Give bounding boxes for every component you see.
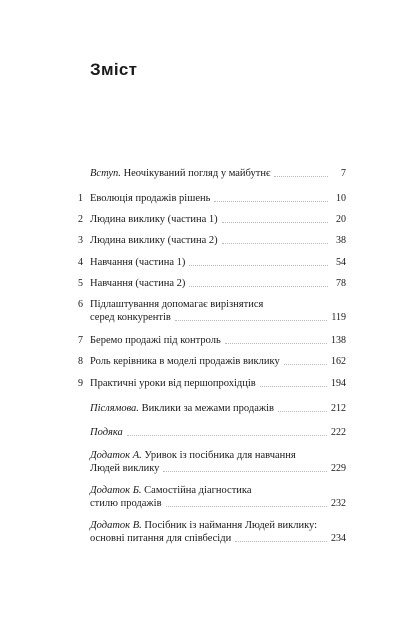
toc-entry-title: Навчання (частина 2) <box>90 278 186 289</box>
toc-entry-page: 222 <box>331 427 346 438</box>
toc-entry-title: Роль керівника в моделі продажів виклику <box>90 356 280 367</box>
dot-leader <box>235 541 327 542</box>
dot-leader <box>222 243 328 244</box>
dot-leader <box>127 435 327 436</box>
toc-entry-page: 212 <box>331 403 346 414</box>
toc-entry-title: Беремо продажі під контроль <box>90 335 221 346</box>
dot-leader <box>274 176 328 177</box>
toc-entry-page: 54 <box>336 257 346 268</box>
dot-leader <box>284 364 327 365</box>
toc-entry-title: Навчання (частина 1) <box>90 257 186 268</box>
toc-entry-lead: Додаток А. <box>90 450 142 461</box>
toc-entry-page: 78 <box>336 278 346 289</box>
toc-entry-number: 7 <box>78 335 83 346</box>
toc-entry-page: 234 <box>331 533 346 544</box>
toc-entry-number: 9 <box>78 378 83 389</box>
toc-entry-number: 3 <box>78 235 83 246</box>
page-title: Зміст <box>90 60 138 79</box>
dot-leader <box>166 506 327 507</box>
dot-leader <box>175 320 328 321</box>
toc-entry-title: Еволюція продажів рішень <box>90 193 211 204</box>
toc-entry-title: Виклики за межами продажів <box>138 403 274 414</box>
toc-entry-page: 119 <box>331 312 346 323</box>
toc-entry-title: Самостійна діагностика <box>141 485 252 496</box>
toc-entry-page: 7 <box>341 168 346 179</box>
toc-entry-title: Уривок із посібника для навчання <box>141 450 296 461</box>
toc-entry-number: 8 <box>78 356 83 367</box>
toc-entry-title: Людина виклику (частина 1) <box>90 214 218 225</box>
toc-entry-page: 194 <box>331 378 346 389</box>
toc-entry-title-cont: серед конкурентів <box>90 312 171 323</box>
toc-entry-page: 38 <box>336 235 346 246</box>
dot-leader <box>225 343 327 344</box>
dot-leader <box>189 286 328 287</box>
dot-leader <box>278 411 327 412</box>
toc-entry-page: 20 <box>336 214 346 225</box>
toc-entry-page: 138 <box>331 335 346 346</box>
toc-entry-lead: Додаток Б. <box>90 485 142 496</box>
toc-entry-page: 229 <box>331 463 346 474</box>
dot-leader <box>214 201 328 202</box>
toc-entry-lead: Подяка <box>90 427 123 438</box>
toc-entry-page: 10 <box>336 193 346 204</box>
toc-entry-lead: Вступ. <box>90 168 121 179</box>
toc-entry-number: 2 <box>78 214 83 225</box>
toc-entry-number: 6 <box>78 299 83 310</box>
toc-entry-lead: Післямова. <box>90 403 139 414</box>
toc-entry-number: 5 <box>78 278 83 289</box>
toc-entry-page: 232 <box>331 498 346 509</box>
toc-entry-number: 4 <box>78 257 83 268</box>
toc-entry-title: Практичні уроки від першопрохідців <box>90 378 256 389</box>
dot-leader <box>163 471 327 472</box>
toc-entry-title-cont: стилю продажів <box>90 498 162 509</box>
toc-entry-title: Людина виклику (частина 2) <box>90 235 218 246</box>
toc-entry-title: Підлаштування допомагає вирізнятися <box>90 299 264 310</box>
toc-entry-lead: Додаток В. <box>90 520 142 531</box>
toc-entry-title-cont: основні питання для співбесіди <box>90 533 232 544</box>
toc-entry-title-cont: Людей виклику <box>90 463 160 474</box>
toc-entry-title: Посібник із наймання Людей виклику: <box>141 520 318 531</box>
toc-entry-number: 1 <box>78 193 83 204</box>
dot-leader <box>260 386 327 387</box>
dot-leader <box>222 222 328 223</box>
dot-leader <box>189 265 328 266</box>
toc-entry-page: 162 <box>331 356 346 367</box>
toc-entry-title: Неочікуваний погляд у майбутнє <box>120 168 271 179</box>
